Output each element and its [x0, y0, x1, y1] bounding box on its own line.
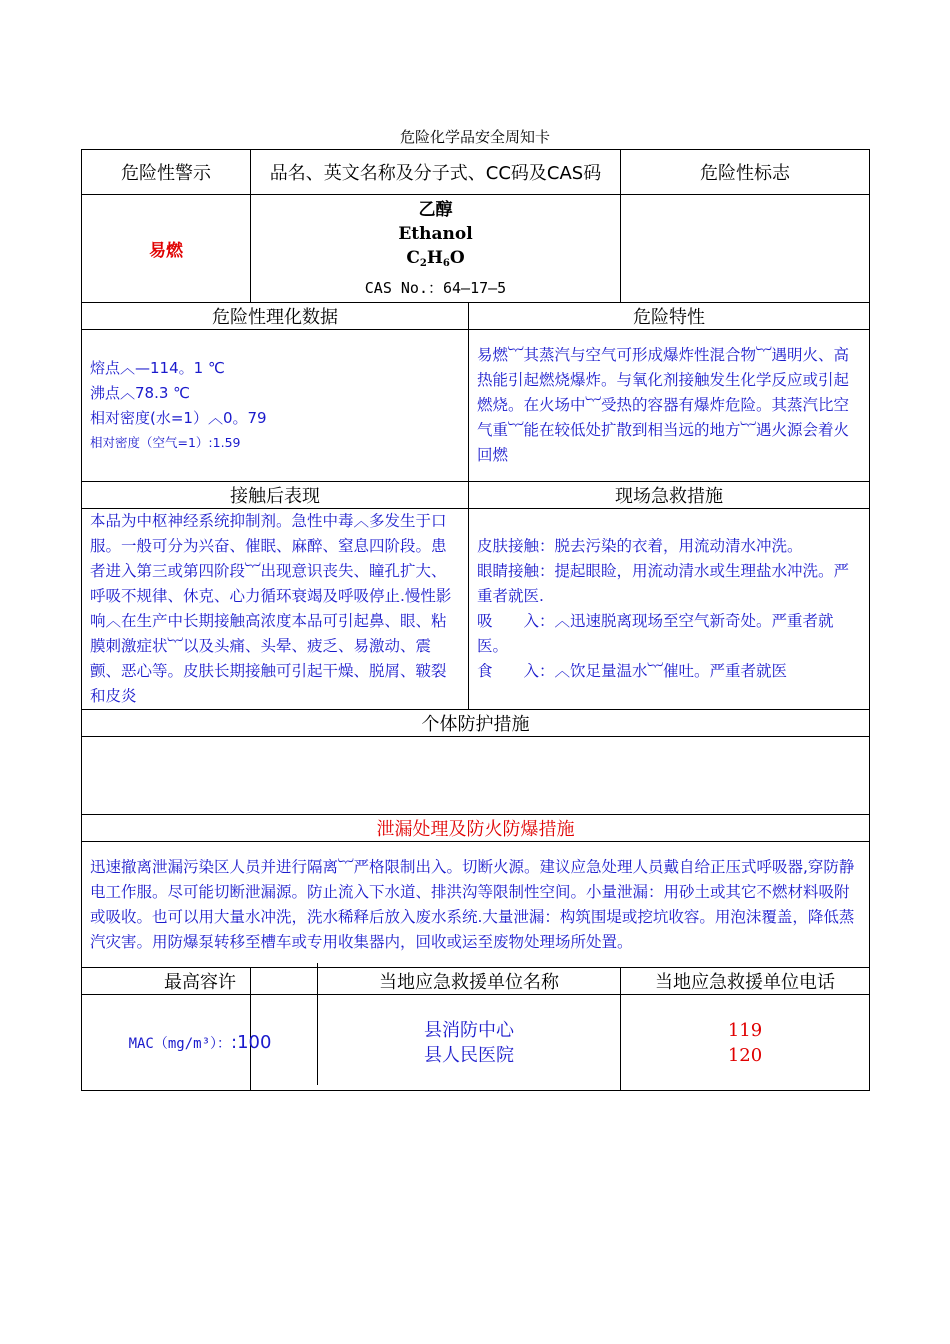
- hazard-props-title: 危险特性: [469, 303, 870, 330]
- physchem-data: [82, 330, 469, 482]
- firstaid-text: [469, 509, 870, 710]
- firstaid-ingest: 食 入：︿饮足量温水︸催吐。严重者就医: [477, 662, 788, 680]
- unit-hospital: 县人民医院: [424, 1044, 514, 1066]
- chemical-identity: [251, 195, 621, 303]
- density-air: 相对密度（空气=1）:1.59: [90, 435, 241, 450]
- density-water: 相对密度(水=1）︿0。79: [90, 409, 267, 427]
- cas-number: CAS No.：64—17—5: [364, 278, 507, 297]
- leak-text: 迅速撤离泄漏污染区人员并进行隔离︸严格限制出入。切断火源。建议应急处理人员戴自给正压式呼吸器,穿防静电工作服。尽可能切断泄漏源。防止流入下水道、排洪沟等限制性空间。小量泄漏：用砂土或其它不燃材料吸附或吸收。也可以用大量水冲洗，洗水稀释后放入废水系统.大量泄漏：构筑围堤或挖坑收容。用泡沫覆盖，降低蒸汽灾害。用防爆泵转移至槽车或专用收集器内，回收或运至废物处理场所处置。: [82, 842, 870, 968]
- ppe-title: 个体防护措施: [82, 710, 870, 737]
- header-hazard-sign: 危险性标志: [621, 150, 870, 195]
- chemical-name-cn: 乙醇: [418, 199, 453, 220]
- exposure-title: 接触后表现: [82, 482, 469, 509]
- footer-divider-1: [317, 963, 318, 1085]
- leak-title: 泄漏处理及防火防爆措施: [82, 815, 870, 842]
- chemical-name-en: Ethanol: [398, 223, 473, 244]
- mac-cell: [82, 995, 272, 1091]
- chemical-formula: $C_2H_6O$: [406, 247, 465, 269]
- hazard-props-text: 易燃︸其蒸汽与空气可形成爆炸性混合物︸遇明火、高热能引起燃烧爆炸。与氧化剂接触发生化学反应或引起燃烧。在火场中︸受热的容器有爆炸危险。其蒸汽比空气重︸能在较低处扩散到相当远的地方︸遇火源会着火回燃: [469, 330, 870, 482]
- firstaid-eye: 眼睛接触：提起眼睑，用流动清水或生理盐水冲洗。严重者就医.: [477, 562, 850, 605]
- boiling-point: 沸点︿78.3 ℃: [90, 384, 191, 402]
- hazard-sign-cell: [621, 195, 870, 303]
- hazard-warning-value: 易燃: [82, 195, 251, 303]
- exposure-text: 本品为中枢神经系统抑制剂。急性中毒︿多发生于口服。一般可分为兴奋、催眠、麻醉、窒息四阶段。患者进入第三或第四阶段︸出现意识丧失、瞳孔扩大、呼吸不规律、休克、心力循环衰竭及呼吸停止.慢性影响︿在生产中长期接触高浓度本品可引起鼻、眼、粘膜刺激症状︸以及头痛、头晕、疲乏、易激动、震颤、恶心等。皮肤长期接触可引起干燥、脱屑、皲裂和皮炎: [82, 509, 469, 710]
- header-name-label: 品名、英文名称及分子式、CC码及CAS码: [251, 150, 621, 195]
- firstaid-title: 现场急救措施: [469, 482, 870, 509]
- card-title: 危险化学品安全周知卡: [399, 128, 550, 146]
- firstaid-inhale: 吸 入：︿迅速脱离现场至空气新奇处。严重者就医。: [477, 612, 834, 655]
- unit-fire-center: 县消防中心: [424, 1019, 514, 1041]
- unit-phones: [621, 995, 870, 1091]
- header-hazard-warning: 危险性警示: [82, 150, 251, 195]
- ppe-content: [82, 737, 870, 815]
- unit-phone-title: 当地应急救援单位电话: [621, 968, 870, 995]
- mac-value: :100: [231, 1032, 272, 1053]
- melting-point: 熔点︿—114。1 ℃: [90, 359, 225, 377]
- mac-label: MAC（mg/m³）：: [128, 1036, 231, 1052]
- physchem-title: 危险性理化数据: [82, 303, 469, 330]
- firstaid-skin: 皮肤接触：脱去污染的衣着，用流动清水冲洗。: [477, 537, 803, 555]
- max-allowed-title: 最高容许: [82, 968, 251, 995]
- unit-name-title: 当地应急救援单位名称: [251, 968, 621, 995]
- unit-names: [251, 995, 621, 1091]
- phone-hospital: 120: [727, 1044, 763, 1066]
- safety-card-table: [81, 149, 870, 1091]
- phone-fire: 119: [727, 1019, 763, 1041]
